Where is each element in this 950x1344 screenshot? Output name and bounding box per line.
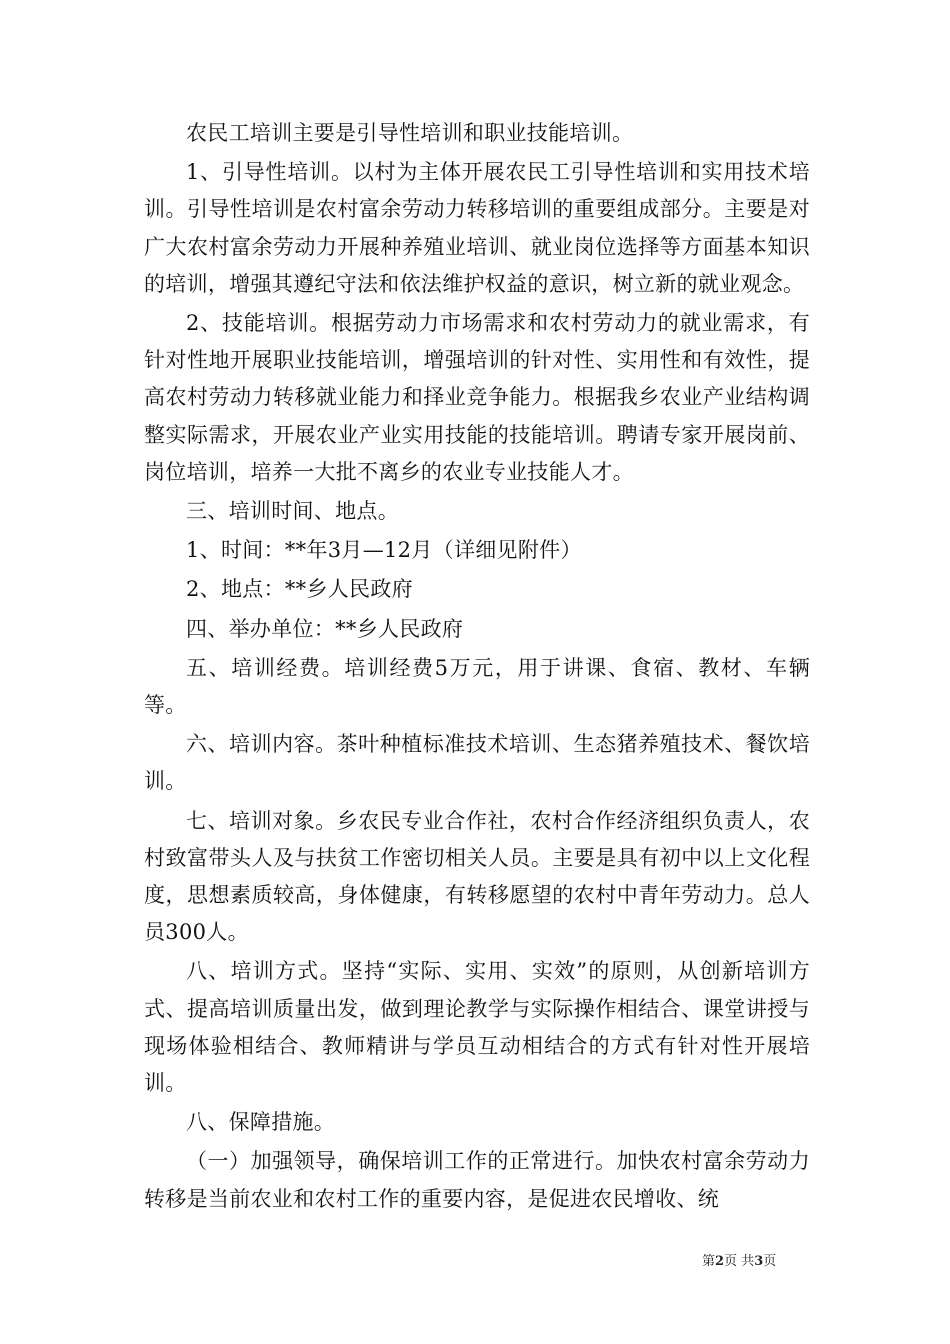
paragraph-place: 2、地点：**乡人民政府 (186, 577, 413, 602)
paragraph-guidance-training: 1、引导性培训。以村为主体开展农民工引导性培训和实用技术培训。引导性培训是农村富余劳动力转移培训的重要组成部分。主要是对广大农村富余劳动力开展种养殖业培训、就业岗位选择等方面基本知识的培训，增强其遵纪守法和依法维护权益的意识，树立新的就业观念。 (144, 160, 810, 296)
paragraph-targets: 七、培训对象。乡农民专业合作社，农村合作经济组织负责人，农村致富带头人及与扶贫工作密切相关人员。主要是具有初中以上文化程度，思想素质较高，身体健康，有转移愿望的农村中青年劳动力。总人员300人。 (144, 808, 810, 945)
paragraph-intro: 农民工培训主要是引导性培训和职业技能培训。 (186, 121, 634, 145)
footer-middle: 页 共 (724, 1254, 755, 1269)
page-number-footer (702, 1250, 776, 1269)
footer-current-page: 2 (715, 1254, 725, 1269)
heading-time-place: 三、培训时间、地点。 (186, 499, 399, 524)
paragraph-method: 八、培训方式。坚持“实际、实用、实效”的原则，从创新培训方式、提高培训质量出发，做到理论教学与实际操作相结合、课堂讲授与现场体验相结合、教师精讲与学员互动相结合的方式有针对性开展培训。 (144, 959, 810, 1096)
paragraph-leadership: （一）加强领导，确保培训工作的正常进行。加快农村富余劳动力转移是当前农业和农村工作的重要内容，是促进农民增收、统 (144, 1149, 810, 1211)
paragraph-funding: 五、培训经费。培训经费5万元，用于讲课、食宿、教材、车辆等。 (144, 655, 810, 718)
paragraph-organizer: 四、举办单位：**乡人民政府 (186, 616, 464, 641)
paragraph-content: 六、培训内容。茶叶种植标准技术培训、生态猪养殖技术、餐饮培训。 (144, 732, 810, 794)
paragraph-time: 1、时间：**年3月—12月（详细见附件） (186, 538, 582, 563)
footer-suffix: 页 (763, 1254, 777, 1269)
footer-prefix: 第 (702, 1254, 716, 1269)
document-body (144, 115, 810, 1220)
heading-safeguards: 八、保障措施。 (186, 1110, 336, 1135)
paragraph-skill-training: 2、技能培训。根据劳动力市场需求和农村劳动力的就业需求，有针对性地开展职业技能培训，增强培训的针对性、实用性和有效性，提高农村劳动力转移就业能力和择业竞争能力。根据我乡农业产业结构调整实际需求，开展农业产业实用技能的技能培训。聘请专家开展岗前、岗位培训，培养一大批不离乡的农业专业技能人才。 (144, 311, 810, 484)
footer-total-pages: 3 (754, 1254, 764, 1269)
